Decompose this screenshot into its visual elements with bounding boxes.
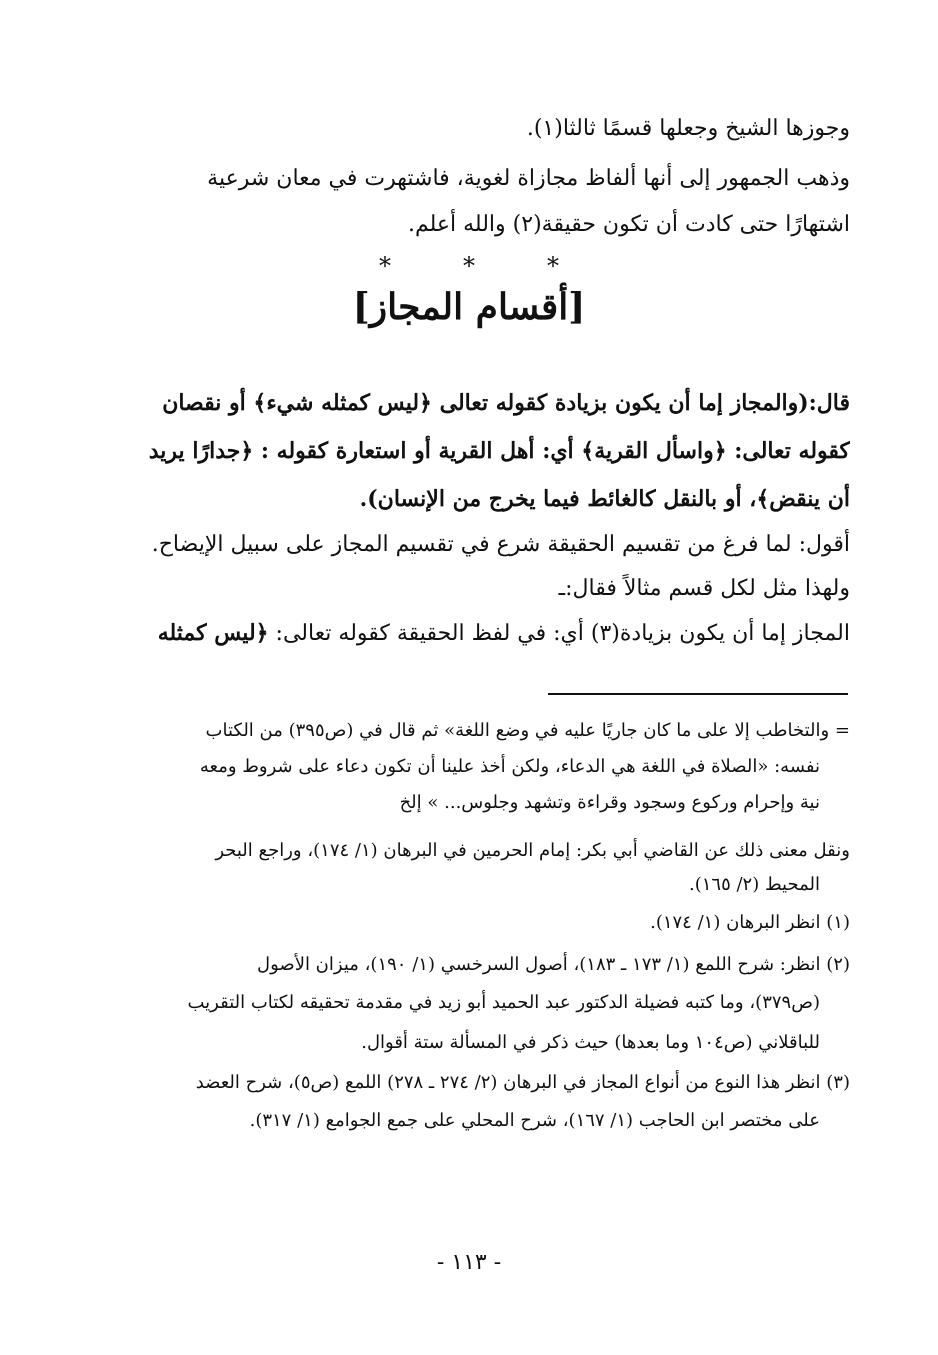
quote-line-1: قال:(والمجاز إما أن يكون بزيادة كقوله تعالى ﴿ليس كمثله شيء﴾ أو نقصان bbox=[162, 390, 850, 416]
footnote-separator bbox=[548, 693, 848, 695]
body-line-4: أقول: لما فرغ من تقسيم الحقيقة شرع في تقسيم المجاز على سبيل الإيضاح. bbox=[151, 532, 850, 557]
body-line-5: ولهذا مثل لكل قسم مثالاً فقال:ـ bbox=[558, 576, 850, 601]
footnote-line: المحيط (٢/ ١٦٥). bbox=[688, 874, 820, 895]
footnote-line: نية وإحرام وركوع وسجود وقراءة وتشهد وجلوس... » إلخ bbox=[399, 792, 820, 813]
footnote-line: (ص٣٧٩)، وما كتبه فضيلة الدكتور عبد الحميد أبو زيد في مقدمة تحقيقه لكتاب التقريب bbox=[187, 992, 820, 1013]
body-line-3: اشتهارًا حتى كادت أن تكون حقيقة(٢) والله أعلم. bbox=[407, 212, 850, 237]
footnote-line: للباقلاني (ص١٠٤ وما بعدها) حيث ذكر في المسألة ستة أقوال. bbox=[361, 1032, 820, 1053]
footnote-1: (١) انظر البرهان (١/ ١٧٤). bbox=[650, 912, 850, 933]
page-number: - ١١٣ - bbox=[436, 1250, 502, 1275]
section-heading: [أقسام المجاز] bbox=[352, 286, 586, 328]
body-line-6-text: المجاز إما أن يكون بزيادة(٣) أي: في لفظ الحقيقة كقوله تعالى: bbox=[268, 621, 850, 646]
footnote-2: (٢) انظر: شرح اللمع (١/ ١٧٣ ـ ١٨٣)، أصول السرخسي (١/ ١٩٠)، ميزان الأصول bbox=[257, 954, 850, 975]
section-ornament bbox=[0, 252, 938, 280]
body-line-1: وجوزها الشيخ وجعلها قسمًا ثالثا(١). bbox=[526, 116, 850, 141]
star-ornament: * bbox=[379, 252, 391, 280]
body-line-6-verse: ﴿ليس كمثله bbox=[157, 620, 269, 646]
footnote-line: نفسه: «الصلاة في اللغة هي الدعاء، ولكن أخذ علينا أن تكون دعاء على شروط ومعه bbox=[199, 756, 820, 777]
footnote-line: على مختصر ابن الحاجب (١/ ١٦٧)، شرح المحلي على جمع الجوامع (١/ ٣١٧). bbox=[249, 1110, 820, 1131]
quote-line-3: أن ينقض﴾، أو بالنقل كالغائط فيما يخرج من الإنسان). bbox=[359, 486, 850, 512]
star-ornament: * bbox=[463, 252, 475, 280]
footnote-3: (٣) انظر هذا النوع من أنواع المجاز في البرهان (٢/ ٢٧٤ ـ ٢٧٨) اللمع (ص٥)، شرح العضد bbox=[195, 1072, 850, 1093]
body-line-6 bbox=[108, 616, 850, 651]
footnote-line: = والتخاطب إلا على ما كان جاريًا عليه في وضع اللغة» ثم قال في (ص٣٩٥) من الكتاب bbox=[205, 720, 850, 741]
body-line-2: وذهب الجمهور إلى أنها ألفاظ مجازاة لغوية، فاشتهرت في معان شرعية bbox=[207, 166, 850, 191]
star-ornament: * bbox=[547, 252, 559, 280]
quote-line-2: كقوله تعالى: ﴿واسأل القرية﴾ أي: أهل القرية أو استعارة كقوله : ﴿جدارًا يريد bbox=[148, 438, 850, 464]
footnote-line: ونقل معنى ذلك عن القاضي أبي بكر: إمام الحرمين في البرهان (١/ ١٧٤)، وراجع البحر bbox=[215, 840, 850, 861]
